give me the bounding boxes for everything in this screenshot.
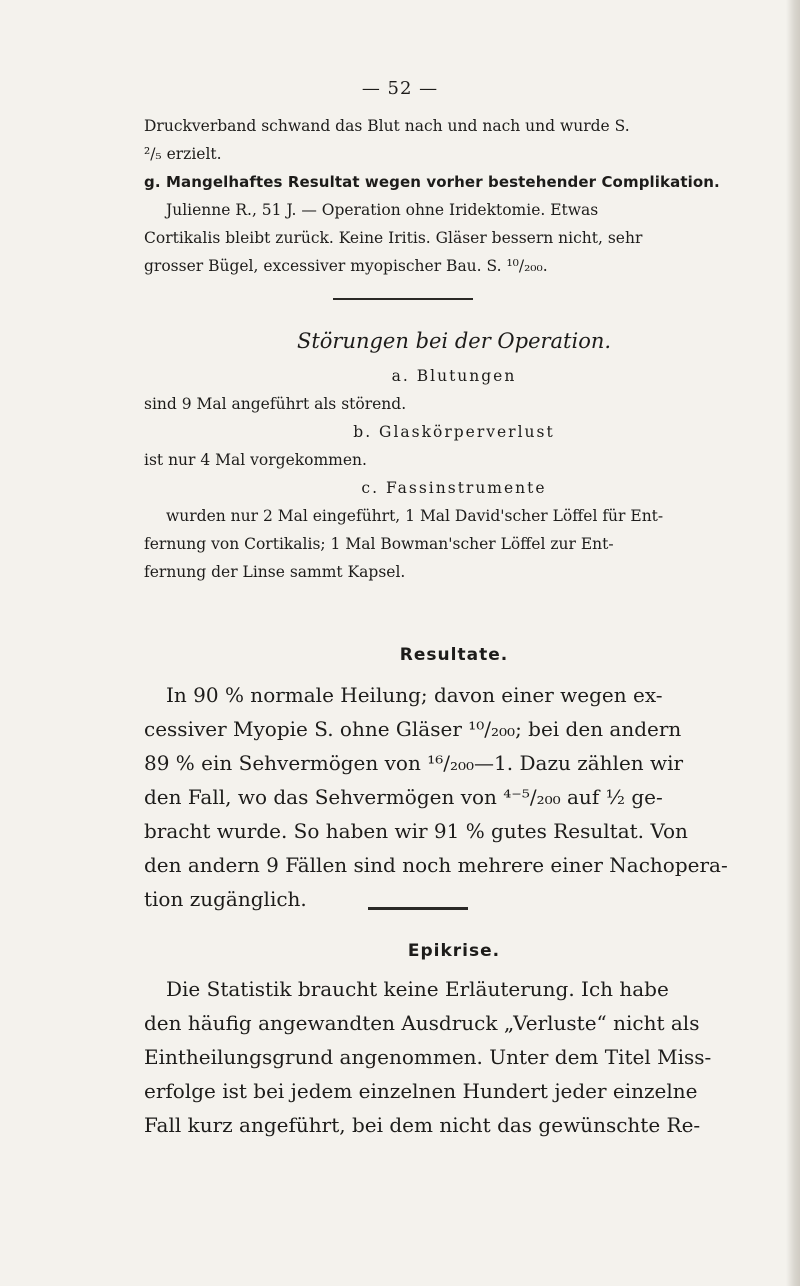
divider-rule-bold — [368, 907, 468, 910]
text-line: Druckverband schwand das Blut nach und nach und wurde S. — [144, 117, 630, 135]
text-line: Fall kurz angeführt, bei dem nicht das gewünschte Re- — [144, 1113, 701, 1137]
resultate-body — [144, 678, 764, 916]
paragraph-druckverband — [144, 112, 764, 168]
text-line: den andern 9 Fällen sind noch mehrere einer Nachopera- — [144, 853, 728, 877]
stoerungen-title: Störungen bei der Operation. — [296, 329, 612, 353]
text-line: den häufig angewandten Ausdruck „Verluste“ nicht als — [144, 1011, 700, 1035]
text-line: den Fall, wo das Sehvermögen von ⁴⁻⁵/₂₀₀ auf ½ ge- — [144, 785, 663, 809]
section-resultate — [144, 640, 764, 670]
page-number: — 52 — — [361, 78, 439, 99]
text-line: 89 % ein Sehvermögen von ¹⁶/₂₀₀—1. Dazu zählen wir — [144, 751, 684, 775]
epikrise-body — [144, 972, 764, 1142]
section-stoerungen — [144, 326, 764, 586]
text-line: sind 9 Mal angeführt als störend. — [144, 395, 407, 413]
subhead-fassinstrumente: c. Fassinstrumente — [361, 479, 547, 497]
text-line: cessiver Myopie S. ohne Gläser ¹⁰/₂₀₀; bei den andern — [144, 717, 682, 741]
text-line: Eintheilungsgrund angenommen. Unter dem Titel Miss- — [144, 1045, 712, 1069]
text-line: ²/₅ erzielt. — [144, 145, 222, 163]
section-epikrise — [144, 936, 764, 966]
text-line: erfolge ist bei jedem einzelnen Hundert jeder einzelne — [144, 1079, 698, 1103]
text-line: In 90 % normale Heilung; davon einer wegen ex- — [166, 683, 663, 707]
text-line: tion zugänglich. — [144, 887, 307, 911]
text-line: ist nur 4 Mal vorgekommen. — [144, 451, 367, 469]
text-line: wurden nur 2 Mal eingeführt, 1 Mal David'scher Löffel für Ent- — [166, 507, 664, 525]
page-edge-shadow — [786, 0, 800, 1286]
text-line: fernung der Linse sammt Kapsel. — [144, 563, 406, 581]
section-g-heading: g. Mangelhaftes Resultat wegen vorher bestehender Complikation. — [144, 173, 720, 191]
subhead-blutungen: a. Blutungen — [391, 367, 517, 385]
text-line: grosser Bügel, excessiver myopischer Bau. S. ¹⁰/₂₀₀. — [144, 257, 548, 275]
text-line: Julienne R., 51 J. — Operation ohne Iridektomie. Etwas — [166, 201, 599, 219]
text-line: Die Statistik braucht keine Erläuterung. Ich habe — [166, 977, 669, 1001]
text-line: bracht wurde. So haben wir 91 % gutes Resultat. Von — [144, 819, 688, 843]
section-g — [144, 168, 764, 280]
text-line: Cortikalis bleibt zurück. Keine Iritis. Gläser bessern nicht, sehr — [144, 229, 643, 247]
divider-rule — [333, 298, 473, 300]
subhead-glaskoerperverlust: b. Glaskörperverlust — [353, 423, 555, 441]
text-line: fernung von Cortikalis; 1 Mal Bowman'scher Löffel zur Ent- — [144, 535, 614, 553]
epikrise-title: Epikrise. — [407, 941, 501, 961]
resultate-title: Resultate. — [399, 645, 509, 665]
